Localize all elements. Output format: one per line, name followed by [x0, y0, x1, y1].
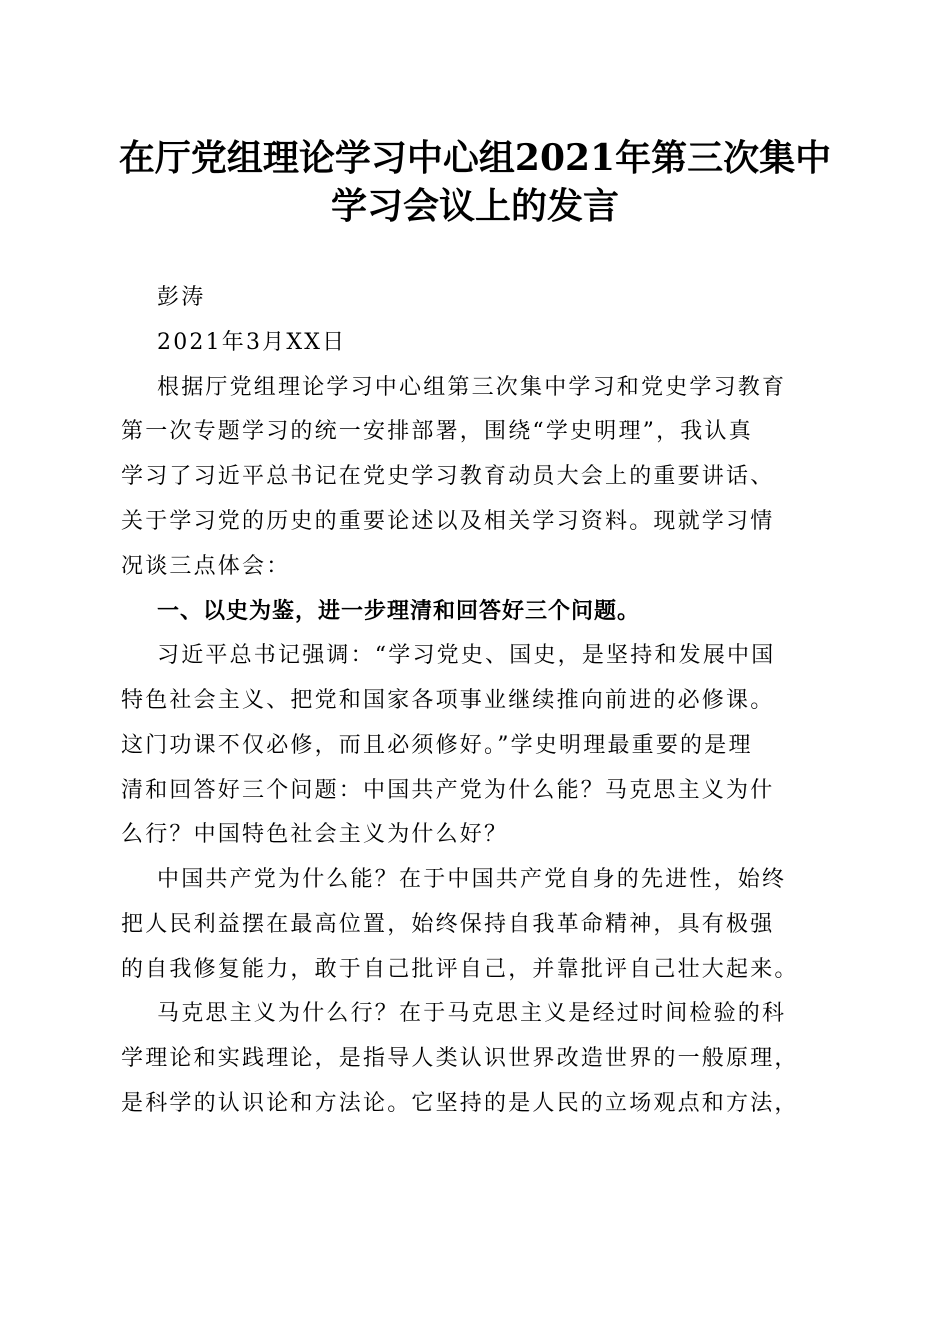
body-line: 第一次专题学习的统一安排部署，围绕“学史明理”，我认真 — [121, 419, 753, 444]
body-line: 中国共产党为什么能？在于中国共产党自身的先进性，始终 — [157, 867, 787, 892]
body-line: 清和回答好三个问题：中国共产党为什么能？马克思主义为什 — [121, 778, 775, 803]
body-line: 特色社会主义、把党和国家各项事业继续推向前进的必修课。 — [121, 688, 775, 713]
body-line: 学理论和实践理论，是指导人类认识世界改造世界的一般原理， — [121, 1046, 799, 1071]
document-date: 2021年3月XX日 — [157, 330, 347, 355]
body-line: 况谈三点体会： — [121, 554, 291, 579]
author-name: 彭涛 — [157, 285, 206, 310]
body-line: 关于学习党的历史的重要论述以及相关学习资料。现就学习情 — [121, 509, 775, 534]
body-line: 的自我修复能力，敢于自己批评自己，并靠批评自己壮大起来。 — [121, 957, 799, 982]
section-heading: 一、以史为鉴，进一步理清和回答好三个问题。 — [157, 599, 641, 624]
body-line: 么行？中国特色社会主义为什么好？ — [121, 822, 509, 847]
body-line: 习近平总书记强调：“学习党史、国史，是坚持和发展中国 — [157, 643, 776, 668]
document-title-line-1: 在厅党组理论学习中心组2021年第三次集中 — [118, 137, 832, 179]
body-line: 根据厅党组理论学习中心组第三次集中学习和党史学习教育 — [157, 375, 787, 400]
body-line: 学习了习近平总书记在党史学习教育动员大会上的重要讲话、 — [121, 464, 775, 489]
body-line: 是科学的认识论和方法论。它坚持的是人民的立场观点和方法， — [121, 1091, 799, 1116]
body-line: 这门功课不仅必修，而且必须修好。”学史明理最重要的是理 — [121, 733, 753, 758]
body-line: 把人民利益摆在最高位置，始终保持自我革命精神，具有极强 — [121, 912, 775, 937]
document-title-line-2: 学习会议上的发言 — [330, 185, 619, 227]
body-line: 马克思主义为什么行？在于马克思主义是经过时间检验的科 — [157, 1001, 787, 1026]
